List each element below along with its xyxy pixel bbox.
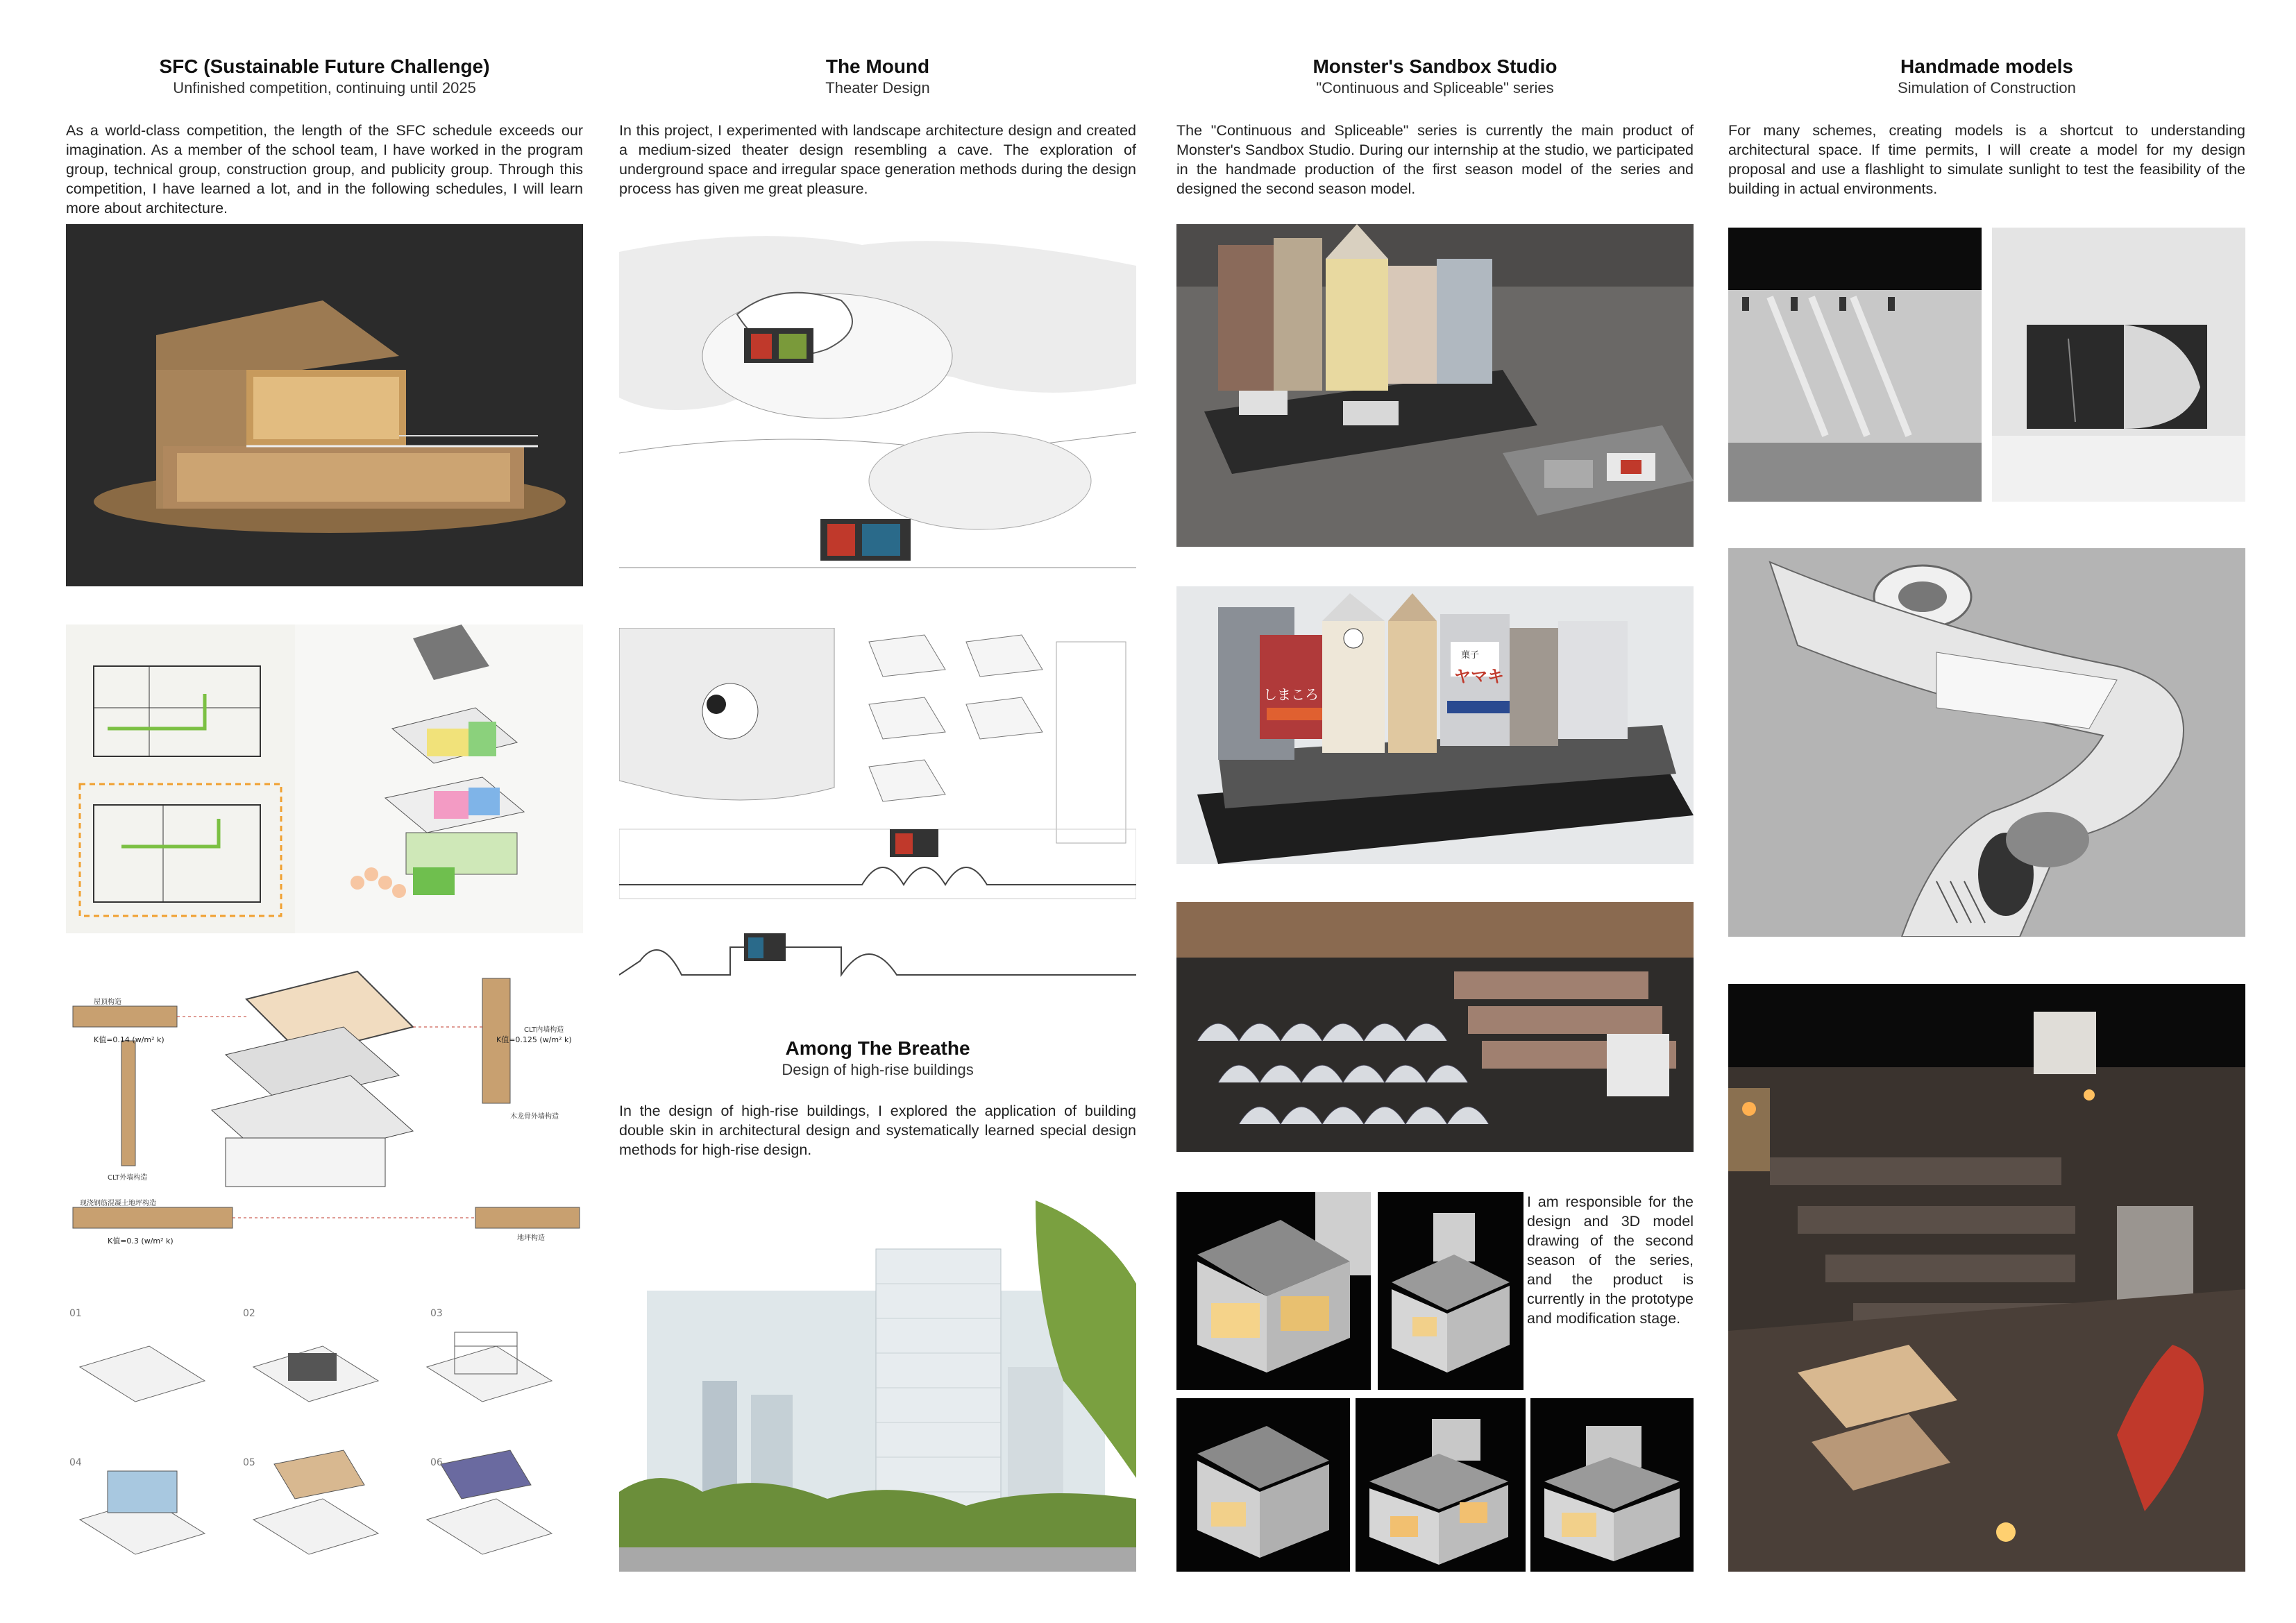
breathe-tower-render [619, 1200, 1136, 1572]
mound-site-plan [619, 224, 1136, 581]
k-value-label-2: K值=0.125 (w/m² k) [496, 1035, 572, 1044]
wood-wall-label: 木龙骨外墙构造 [510, 1113, 559, 1121]
monster-3d-model-render-1 [1176, 1192, 1371, 1390]
step-label-04: 04 [69, 1457, 82, 1468]
monster-street-model-photo-1 [1176, 224, 1694, 547]
handmade-model-photo-2 [1992, 228, 2245, 502]
clt-wall-label: CLT内墙构造 [524, 1026, 564, 1034]
sfc-subtitle: Unfinished competition, continuing until 2025 [173, 79, 476, 96]
handmade-model-photo-1 [1728, 228, 1982, 502]
step-label-03: 03 [430, 1308, 443, 1319]
monster-3d-model-render-4 [1356, 1398, 1526, 1572]
monster-subtitle: "Continuous and Spliceable" series [1316, 79, 1554, 96]
clt-floor-label: CLT外墙构造 [108, 1174, 148, 1182]
monster-body: The "Continuous and Spliceable" series is currently the main product of Monster's Sandbox Studio. During our internship at the studio, we participated in the handmade production of the first season model of the series and designed the second season model. [1176, 122, 1694, 197]
handmade-model-photo-4-night [1728, 984, 2245, 1572]
step-label-05: 05 [243, 1457, 255, 1468]
sfc-title: SFC (Sustainable Future Challenge) [159, 56, 490, 77]
step-label-06: 06 [430, 1457, 443, 1468]
handmade-body: For many schemes, creating models is a shortcut to understanding architectural space. If time permits, I will create a model for my design proposal and use a flashlight to simulate sunlight to test the feasibility of the building in actual environments. [1728, 122, 2245, 197]
foundation-label: 现浇钢筋混凝土地坪构造 [80, 1200, 156, 1207]
mound-body: In this project, I experimented with landscape architecture design and created a medium-sized theater design resembling a cave. The exploration of underground space and irregular space generation methods during the design process has given me great pleasure. [619, 122, 1136, 197]
breathe-subtitle: Design of high-rise buildings [782, 1061, 974, 1078]
sfc-construction-diagram [66, 951, 583, 1256]
monster-3d-model-render-5 [1530, 1398, 1694, 1572]
roof-label: 屋顶构造 [94, 999, 121, 1006]
step-label-01: 01 [69, 1308, 82, 1319]
k-value-label-1: K值=0.14 (w/m² k) [94, 1035, 164, 1044]
sfc-axonometric [295, 624, 583, 933]
sfc-house-model-photo [66, 224, 583, 586]
mound-sections [619, 628, 1136, 985]
step-label-02: 02 [243, 1308, 255, 1319]
mound-title: The Mound [825, 56, 930, 77]
sign-yamaki: ヤマキ [1454, 667, 1504, 686]
mound-subtitle: Theater Design [825, 79, 930, 96]
handmade-subtitle: Simulation of Construction [1898, 79, 2076, 96]
monster-3d-model-render-3 [1176, 1398, 1350, 1572]
breathe-title: Among The Breathe [785, 1037, 970, 1059]
handmade-title: Handmade models [1900, 56, 2073, 77]
ground-label: 地坪构造 [517, 1234, 545, 1242]
handmade-model-photo-3 [1728, 548, 2245, 937]
sign-shimakoro: しまころ [1263, 686, 1319, 703]
sign-kashi: 菓子 [1461, 650, 1480, 661]
monster-street-model-photo-2 [1176, 586, 1694, 864]
sfc-floor-plans [66, 624, 295, 933]
monster-production-batch-photo [1176, 902, 1694, 1152]
sfc-construction-steps [66, 1305, 583, 1568]
monster-side-note: I am responsible for the design and 3D model drawing of the second season of the series, and the product is currently in the prototype and modification stage. [1527, 1193, 1694, 1327]
sfc-body: As a world-class competition, the length of the SFC schedule exceeds our imagination. As a member of the school team, I have worked in the program group, technical group, construction group, and publicity group. Through this competition, I have learned a lot, and in the following schedules, I will learn more about architecture. [66, 122, 583, 216]
monster-3d-model-render-2 [1378, 1192, 1523, 1390]
monster-title: Monster's Sandbox Studio [1312, 56, 1558, 77]
k-value-label-3: K值=0.3 (w/m² k) [108, 1237, 174, 1246]
breathe-body: In the design of high-rise buildings, I explored the application of building double skin in architectural design and systematically learned special design methods for high-rise design. [619, 1103, 1136, 1158]
